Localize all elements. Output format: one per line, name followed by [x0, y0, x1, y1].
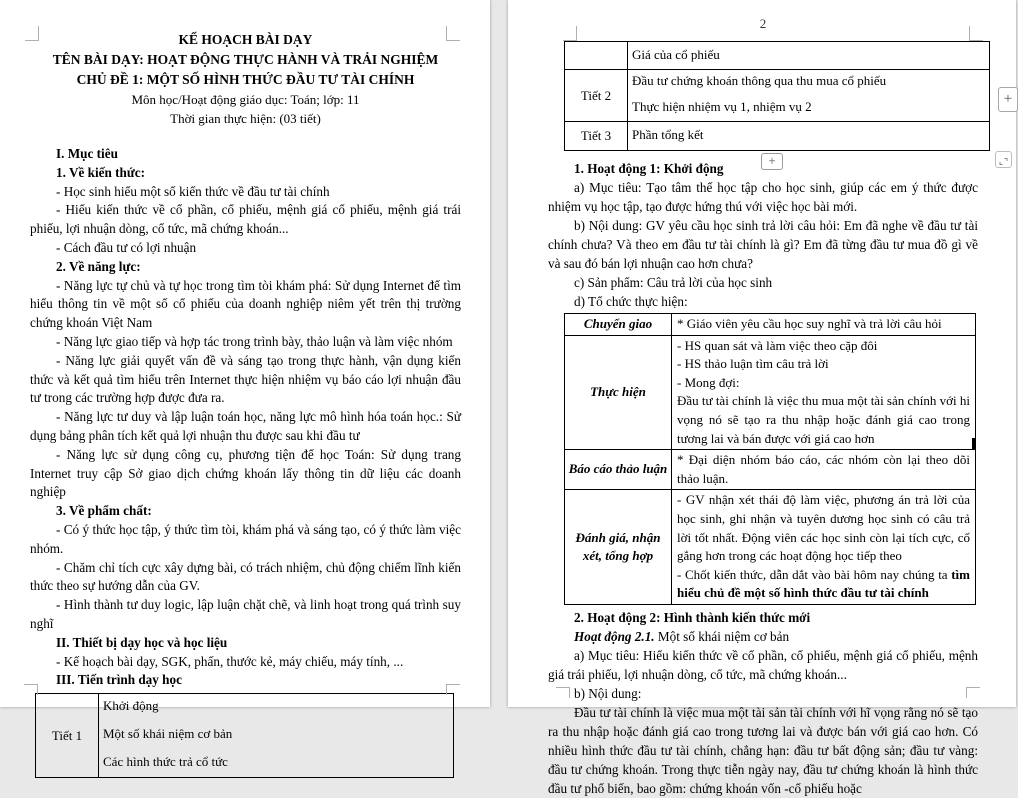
- table-row: [565, 314, 976, 336]
- row-content: [672, 335, 976, 450]
- table-row: [565, 450, 976, 490]
- paragraph: c) Sản phẩm: Câu trả lời của học sinh: [574, 275, 773, 290]
- paragraph: - Hiểu kiến thức về cổ phần, cổ phiếu, mệnh giá cổ phiếu, mệnh giá trái phiếu, lợi nhuận dòng, cổ tức, mã chứng khoán...: [30, 202, 461, 237]
- activity2-section: [548, 608, 978, 798]
- schedule-item: Thực hiện nhiệm vụ 1, nhiệm vụ 2: [632, 99, 812, 114]
- heading: 2. Về năng lực:: [56, 258, 141, 274]
- content-line: - HS thảo luận tìm câu trả lời: [677, 356, 829, 372]
- margin-crop-mark: [966, 687, 980, 698]
- paragraph: - Học sinh hiểu một số kiến thức về đầu tư tài chính: [56, 183, 330, 199]
- document-page-2[interactable]: [508, 0, 1016, 796]
- table-row: [565, 122, 990, 151]
- schedule-item: Đầu tư chứng khoán thông qua thu mua cổ phiếu: [632, 73, 887, 88]
- subheading-text: Một số khái niệm cơ bản: [654, 628, 790, 644]
- page-number: 2: [759, 16, 767, 31]
- table-row: [36, 694, 454, 778]
- doc-title-line: KẾ HOẠCH BÀI DẠY: [178, 32, 313, 47]
- paragraph: - Năng lực tư duy và lập luận toán học, năng lực mô hình hóa toán học.: Sử dụng bảng phân tích kết quả lợi nhuận thu được sau khi đầu tư: [30, 409, 461, 443]
- page1-body: [30, 145, 461, 690]
- schedule-item: Một số khái niệm cơ bản: [103, 726, 233, 742]
- content-line: * Đại diện nhóm báo cáo, các nhóm còn lại theo dõi thảo luận.: [677, 452, 970, 486]
- subheading-label: Hoạt động 2.1.: [574, 628, 655, 644]
- margin-crop-mark: [969, 26, 983, 41]
- schedule-items-cell: [99, 694, 454, 778]
- paragraph: - Chăm chỉ tích cực xây dựng bài, có trách nhiệm, chủ động chiếm lĩnh kiến thức theo sự hướng dẫn của GV.: [30, 559, 461, 594]
- content-line: * Giáo viên yêu cầu học suy nghĩ và trả lời câu hỏi: [677, 316, 942, 331]
- paragraph: - Năng lực giải quyết vấn đề và sáng tạo trong thực hành, vận dụng kiến thức và kết quả tìm hiểu trên Internet thực hiện nhiệm vụ báo cáo lợi nhuận đầu tư trong các trường hợp được đưa ra.: [30, 352, 461, 406]
- row-label: Đánh giá, nhận xét, tổng hợp: [565, 490, 672, 605]
- paragraph: a) Mục tiêu: Hiểu kiến thức về cổ phần, cổ phiếu, mệnh giá cổ phiếu, mệnh giá trái phiếu, lợi nhuận dòng, cổ tức, mã chứng khoán...: [548, 647, 978, 682]
- margin-crop-mark: [446, 26, 460, 41]
- document-page-1[interactable]: [0, 0, 490, 770]
- content-line: - GV nhận xét thái độ làm việc, phương án trả lời của học sinh, ghi nhận và tuyên dương học sinh có câu trả lời tốt nhất. Động viên các học sinh còn lại tích cực, cố gắng hơn trong các hoạt động học tiếp theo: [677, 492, 970, 564]
- content-line: Đầu tư tài chính là việc thu mua một tài sản chính với hi vọng nó sẽ tạo ra thu nhập hoặc đánh giá cao trong tương lai và bán được với giá cao hơn: [677, 393, 970, 446]
- paragraph: - Cách đầu tư có lợi nhuận: [56, 239, 197, 255]
- add-content-plus-button[interactable]: +: [998, 87, 1018, 112]
- paragraph: - Kế hoạch bài dạy, SGK, phấn, thước kẻ, máy chiếu, máy tính, ...: [56, 653, 404, 669]
- text-cursor: [972, 438, 976, 450]
- schedule-items-cell: [628, 122, 990, 151]
- activity-heading: 2. Hoạt động 2: Hình thành kiến thức mới: [574, 609, 811, 625]
- content-text-bold: tìm hiểu chủ đề một số hình thức đầu tư tài chính: [677, 566, 970, 601]
- row-content: [672, 314, 976, 336]
- doc-subtitle-line: Thời gian thực hiện: (03 tiết): [170, 111, 321, 126]
- schedule-item: Phần tổng kết: [632, 127, 704, 142]
- row-content: [672, 490, 976, 605]
- row-label: Báo cáo thảo luận: [565, 450, 672, 490]
- heading: II. Thiết bị dạy học và học liệu: [56, 634, 228, 650]
- page1-content: [30, 30, 461, 778]
- schedule-table-continued: [564, 41, 990, 151]
- paragraph: - Năng lực tự chủ và tự học trong tìm tòi khám phá: Sử dụng Internet để tìm hiểu thông tin về một số cổ phiếu của doanh nghiệp niêm yết trên thị trường chứng khoán Việt Nam: [30, 277, 461, 331]
- row-label: Thực hiện: [565, 335, 672, 450]
- row-label: Chuyển giao: [565, 314, 672, 336]
- table-row: [565, 490, 976, 605]
- paragraph: - Năng lực sử dụng công cụ, phương tiện để học Toán: Sử dụng trang Internet truy cập Sở giao dịch chứng khoán lấy thông tin dữ liệu các doanh nghiệp: [30, 446, 461, 500]
- content-text: - Chốt kiến thức, dẫn dắt vào bài hôm nay chúng ta: [677, 566, 952, 582]
- content-line: - Mong đợi:: [677, 374, 740, 390]
- schedule-item: Các hình thức trả cổ tức: [103, 754, 228, 770]
- paragraph: Đầu tư tài chính là việc mua một tài sản tài chính với hĩ vọng rằng nó sẽ tạo ra thu nhập hoặc đánh giá cao trong tương lai và được bán với giá cao hơn. Có nhiều hình thức đầu tư tài chính, chẳng hạn: đầu tư bất động sản; đầu tư vàng: đầu tư chứng khoán. Trong thực tiễn ngày nay, đầu tư chứng khoán là hình thức đầu tư phổ biến, bao gồm: chứng khoán vốn -cổ phiếu hoặc: [548, 704, 978, 796]
- organization-table: [564, 313, 976, 605]
- page2-content: [548, 16, 978, 798]
- row-content: [672, 450, 976, 490]
- insert-row-plus-button[interactable]: +: [761, 153, 783, 170]
- table-row: [565, 42, 990, 70]
- schedule-item: Khởi động: [103, 698, 159, 714]
- paragraph: a) Mục tiêu: Tạo tâm thế học tập cho học sinh, giúp các em ý thức được nhiệm vụ học tập, tạo được hứng thú với việc học bài mới.: [548, 180, 978, 214]
- activity1-section: [548, 159, 978, 311]
- paragraph: - Năng lực giao tiếp và hợp tác trong trình bày, thảo luận và làm việc nhóm: [56, 333, 453, 349]
- paragraph: b) Nội dung: GV yêu cầu học sinh trả lời câu hỏi: Em đã nghe về đầu tư tài chính chưa? Và theo em đầu tư tài chính là gì? Em đã từng đầu tư mua đồ gì về và sau đó bán lợi nhuận cao hơn chưa?: [548, 218, 978, 271]
- expand-icon: [998, 154, 1009, 171]
- period-cell: Tiết 3: [565, 122, 628, 151]
- schedule-items-cell: [628, 70, 990, 122]
- paragraph: d) Tổ chức thực hiện:: [574, 294, 688, 309]
- period-cell: [565, 42, 628, 70]
- content-line: [677, 566, 970, 603]
- activity-heading: 1. Hoạt động 1: Khởi động: [574, 161, 724, 176]
- paragraph: b) Nội dung:: [574, 685, 642, 701]
- heading: I. Mục tiêu: [56, 146, 118, 161]
- schedule-item: Giá của cổ phiếu: [632, 46, 720, 62]
- doc-title-line: TÊN BÀI DẠY: HOẠT ĐỘNG THỰC HÀNH VÀ TRẢI NGHIỆM: [52, 52, 439, 67]
- margin-crop-mark: [25, 26, 39, 41]
- content-line: - HS quan sát và làm việc theo cặp đôi: [677, 337, 878, 353]
- margin-crop-mark: [24, 684, 38, 695]
- heading: III. Tiến trình dạy học: [56, 672, 182, 688]
- margin-crop-mark: [563, 26, 577, 41]
- table-row: [565, 70, 990, 122]
- period-cell: Tiết 2: [565, 70, 628, 122]
- table-row: [565, 335, 976, 450]
- heading: 1. Về kiến thức:: [56, 164, 145, 180]
- activity-subheading: [548, 627, 978, 646]
- period-cell: Tiết 1: [36, 694, 99, 778]
- margin-crop-mark: [446, 684, 460, 695]
- expand-button[interactable]: [995, 151, 1012, 168]
- heading: 3. Về phẩm chất:: [56, 503, 152, 519]
- margin-crop-mark: [556, 687, 570, 698]
- paragraph: - Hình thành tư duy logic, lập luận chặt chẽ, và linh hoạt trong quá trình suy nghĩ: [30, 597, 461, 631]
- schedule-items-cell: [628, 42, 990, 70]
- doc-subtitle-line: Môn học/Hoạt động giáo dục: Toán; lớp: 11: [131, 92, 360, 107]
- schedule-table: [35, 693, 454, 778]
- doc-title-line: CHỦ ĐỀ 1: MỘT SỐ HÌNH THỨC ĐẦU TƯ TÀI CHÍNH: [76, 72, 415, 87]
- paragraph: - Có ý thức học tập, ý thức tìm tòi, khám phá và sáng tạo, có ý thức làm việc nhóm.: [30, 521, 461, 556]
